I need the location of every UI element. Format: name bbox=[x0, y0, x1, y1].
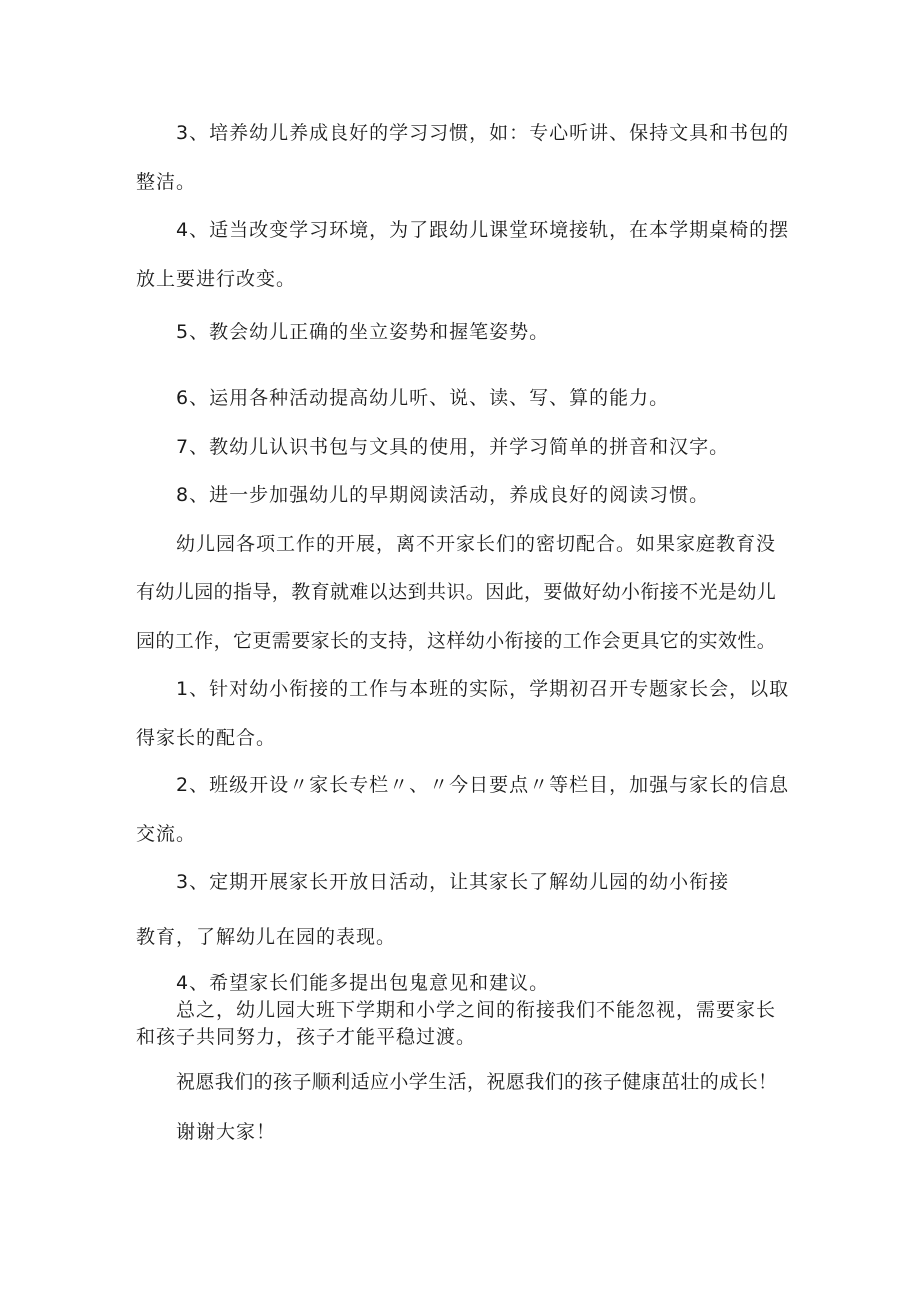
parent-item-4: 4、希望家长们能多提出包鬼意见和建议。 bbox=[176, 972, 550, 994]
item-3-line-1: 3、培养幼儿养成良好的学习习惯，如：专心听讲、保持文具和书包的 bbox=[176, 122, 790, 144]
parent-item-2-line-2: 交流。 bbox=[136, 823, 197, 845]
parent-item-3-line-2: 教育，了解幼儿在园的表现。 bbox=[136, 926, 397, 948]
closing-wish: 祝愿我们的孩子顺利适应小学生活，祝愿我们的孩子健康茁壮的成长！ bbox=[176, 1071, 778, 1093]
item-8: 8、进一步加强幼儿的早期阅读活动，养成良好的阅读习惯。 bbox=[176, 484, 710, 506]
conclusion-line-2: 和孩子共同努力，孩子才能平稳过渡。 bbox=[136, 1026, 477, 1048]
item-5: 5、教会幼儿正确的坐立姿势和握笔姿势。 bbox=[176, 321, 550, 343]
parent-item-1-line-1: 1、针对幼小衔接的工作与本班的实际，学期初召开专题家长会，以取 bbox=[176, 678, 790, 700]
parent-item-2-line-1: 2、班级开设〃家长专栏〃、〃今日要点〃等栏目，加强与家长的信息 bbox=[176, 774, 790, 796]
item-7: 7、教幼儿认识书包与文具的使用，并学习简单的拼音和汉字。 bbox=[176, 436, 730, 458]
conclusion-line-1: 总之，幼儿园大班下学期和小学之间的衔接我们不能忽视，需要家长 bbox=[176, 999, 777, 1021]
parent-item-1-line-2: 得家长的配合。 bbox=[136, 727, 277, 749]
paragraph-parents-line-1: 幼儿园各项工作的开展，离不开家长们的密切配合。如果家庭教育没 bbox=[176, 533, 777, 555]
parent-item-3-line-1: 3、定期开展家长开放日活动，让其家长了解幼儿园的幼小衔接 bbox=[176, 871, 730, 893]
item-4-line-2: 放上要进行改变。 bbox=[136, 268, 297, 290]
closing-thanks: 谢谢大家！ bbox=[176, 1121, 277, 1143]
item-4-line-1: 4、适当改变学习环境，为了跟幼儿课堂环境接轨，在本学期桌椅的摆 bbox=[176, 219, 790, 241]
item-3-line-2: 整洁。 bbox=[136, 171, 197, 193]
paragraph-parents-line-3: 园的工作，它更需要家长的支持，这样幼小衔接的工作会更具它的实效性。 bbox=[136, 630, 777, 652]
item-6: 6、运用各种活动提高幼儿听、说、读、写、算的能力。 bbox=[176, 387, 670, 409]
paragraph-parents-line-2: 有幼儿园的指导，教育就难以达到共识。因此，要做好幼小衔接不光是幼儿 bbox=[136, 581, 777, 603]
